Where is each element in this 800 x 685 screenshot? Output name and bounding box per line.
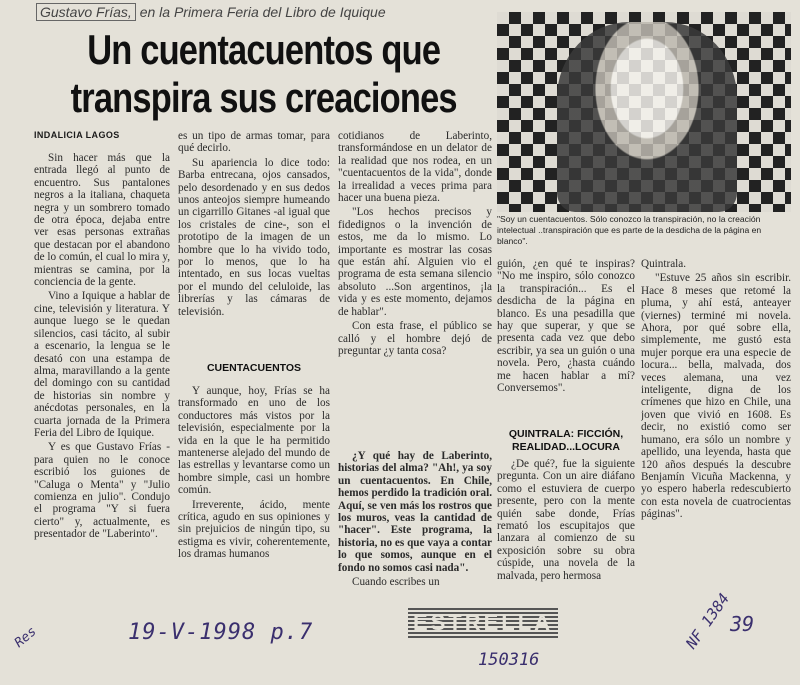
paragraph: Vino a Iquique a hablar de cine, televisión y literatura. Y aunque luego se le quedan silencios, casi tácito, al subir a escenario, la lengua se le desató con una estampa de alma, maravillando a la gente del domingo con su cantidad de historias sin nombre y anécdotas personales, en la cuarta jornada de la Primera Feria del Libro de Iquique. (34, 290, 170, 439)
paragraph: "Los hechos precisos y fidedignos o la invención de estos, me da lo mismo. Lo importante es mostrar las cosas que están ahí. Alguien vio el programa de esta semana silencio absoluto ...Son argentinos, ¡la vida y es este momento, dejamos de hablar". (338, 206, 492, 318)
subhead-cuentacuentos: CUENTACUENTOS (206, 362, 302, 374)
handwritten-code: 150316 (478, 650, 540, 670)
handwritten-note: Res (11, 624, 40, 651)
paragraph: "Estuve 25 años sin escribir. Hace 8 meses que retomé la pluma, y ahí está, anteayer (viernes) terminé mi novela. Ahora, por qué sobre ella, simplemente, me gustó esta mujer porque era una especie de locura... bella, malvada, dos veces alemana, una vez inteligente, digna de los crímenes que hizo en Chile, una joven que vivió en 1608. Es decir, no existió como ser humano, era sólo un nombre y apellido, una leyenda, hasta que 120 años después la descubre Benjamín Vicuña Mackenna, y yo espero haberla redescubierto con esta novela de cuatrocientas páginas". (641, 272, 791, 521)
article-column-3-lower (338, 450, 492, 605)
paragraph: ¿De qué?, fue la siguiente pregunta. Con un aire diáfano como el estuviera de cuerpo presente, pero con la mente quién sabe donde, Frías remató los escupitajos que lanzara al comienzo de su exposición sobre su obra cúspide, una novela de la malvada, pero hermosa (497, 458, 635, 582)
paragraph: Quintrala. (641, 258, 687, 270)
headline (30, 26, 457, 122)
headline-line-1: Un cuentacuentos que (87, 26, 441, 73)
paragraph: Su apariencia lo dice todo: Barba entrecana, ojos cansados, pelo desordenado y en sus dedos unos anteojos siempre humeando un cigarrillo Gitanes -al igual que los cristales de cine-, son el prototipo de la imagen de un hombre que lo ha vivido todo, por lo menos, que lo ha intentado, en sus locas vueltas por el mundo del celuloide, las librerías y las cámaras de televisión. (178, 156, 330, 318)
article-column-4 (497, 258, 635, 426)
article-column-5 (641, 258, 791, 608)
handwritten-corner-note: NF 1384 (682, 589, 734, 653)
subhead-quintrala: QUINTRALA: FICCIÓN, REALIDAD...LOCURA (508, 428, 624, 453)
paragraph: Sin hacer más que la entrada llegó al punto de encuentro. Sus pantalones negros a la italiana, chaqueta negra y un sombrero tomado de otra época, dejaba entre ver esas personas extrañas que destacan por el abandono de lo común, el cual lo mira y, mientras se camina, por la conciencia de la gente. (34, 152, 170, 289)
paragraph: es un tipo de armas tomar, para qué decirlo. (178, 130, 330, 155)
byline: INDALICIA LAGOS (34, 130, 120, 140)
kicker-line (36, 4, 496, 20)
paragraph: Y es que Gustavo Frías - para quien no le conoce escribió los guiones de "Caluga o Menta" y "Julio comienza en julio". Condujo el programa "Y si fuera cierto" y, actualmente, es presentador de "Laberinto". (34, 441, 170, 541)
article-column-2 (178, 130, 330, 358)
article-column-2-lower (178, 385, 330, 603)
author-figure (557, 22, 737, 212)
paragraph: ¿Y qué hay de Laberinto, historias del alma? "Ah!, ya soy un cuentacuentos. En Chile, hemos perdido la tradición oral. Aquí, se ven más los rostros que los muros, veas la cantidad de "hacer". Este programa, la historia, no es que vaya a contar lo que somos, aunque en el fondo no somos casi nada". (338, 450, 492, 574)
author-photo (497, 12, 791, 212)
handwritten-date: 19-V-1998 p.7 (128, 620, 314, 645)
article-column-1 (34, 152, 170, 602)
handwritten-number: 39 (730, 612, 755, 636)
paragraph: Y aunque, hoy, Frías se ha transformado en uno de los conductores más vistos por la televisión, especialmente por la vida en la que le ha permitido mantenerse alejado del mundo de las estrellas y levantarse como un hombre simple, casi un hombre común. (178, 385, 330, 497)
headline-line-2: transpira sus creaciones (70, 74, 457, 121)
kicker-rest: en la Primera Feria del Libro de Iquique (139, 4, 386, 20)
paragraph: Irreverente, ácido, mente crítica, agudo en sus opiniones y sin prejuicios de ningún tipo, su estigma es vivir, coherentemente, los dramas humanos (178, 498, 330, 561)
newspaper-logo: ESTRELLA (408, 608, 558, 638)
kicker-name: Gustavo Frías, (36, 3, 136, 21)
paragraph: cotidianos de Laberinto, transformándose en un delator de la realidad que nos rodea, en un "cuentacuentos de la vida", donde la irrealidad a veces prima para hacer una buena pieza. (338, 130, 492, 205)
article-column-3 (338, 130, 492, 420)
photo-caption: "Soy un cuentacuentos. Sólo conozco la transpiración, no la creación intelectual ..transpiración que es parte de la desdicha de la página en blanco". (497, 214, 762, 246)
paragraph: guión, ¿en qué te inspiras? "No me inspiro, sólo conozco la transpiración... Es el desdicha de la página en blanco. Es una pesadilla que hay que superar, y que se presenta cada vez que debo escribir, ya sea un guión o una novela. Pero, ¿hasta cuándo me hacen hablar a mí? Conversemos". (497, 258, 635, 395)
paragraph: Cuando escribes un (352, 576, 440, 589)
paragraph: Con esta frase, el público se calló y el hombre dejó de preguntar ¿y tanta cosa? (338, 320, 492, 357)
article-column-4-lower (497, 458, 635, 608)
